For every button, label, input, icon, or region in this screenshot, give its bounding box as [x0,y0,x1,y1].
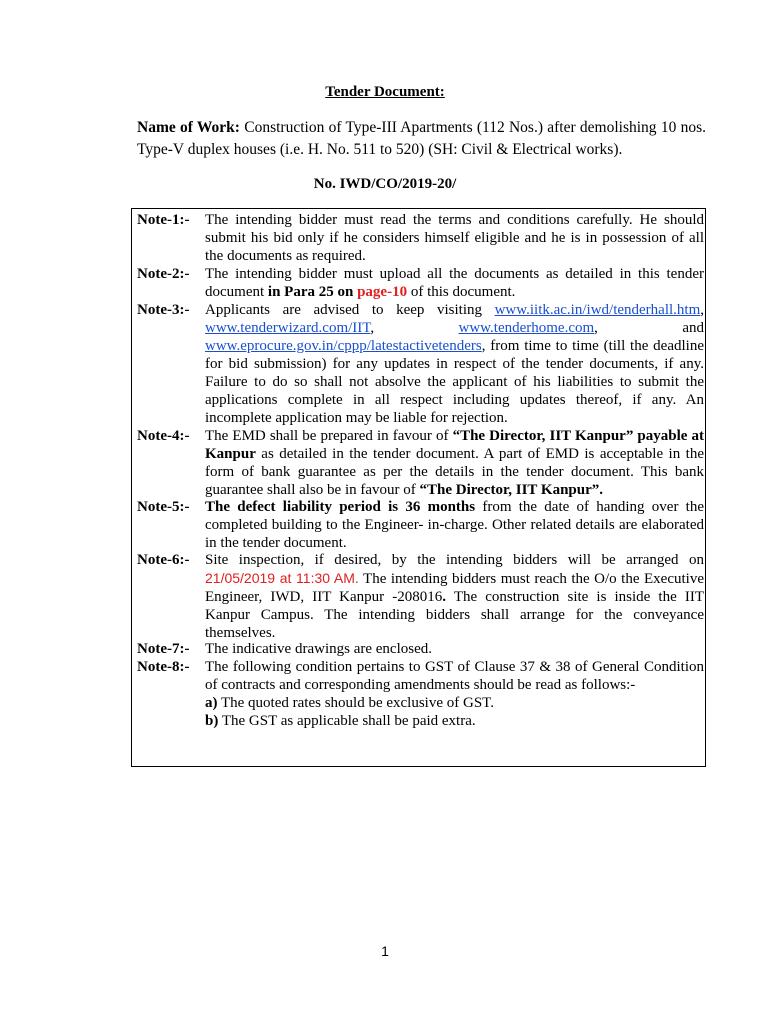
note-6 [137,551,704,642]
name-of-work-label: Name of Work: [137,119,240,136]
note-3-text-b: , from time to time (till the deadline for bid submission) for any updates in respect of the tender documents, if any. Failure to do so shall not absolve the applicant of his liabilities to submit the applications complete in all respect including updates thereof, if any. An incomplete application may be liable for rejection. [205,338,704,426]
notes-box [131,208,706,767]
note-2 [137,265,704,301]
gst-item-a-label: a) [205,695,218,711]
page-reference: page-10 [357,284,408,300]
note-4-label: Note-4:- [137,428,190,444]
note-6-text [205,551,704,642]
separator: , and [594,320,704,336]
note-4-text [205,427,704,499]
note-4-bold-a: “The Director, IIT Kanpur” payable at Kanpur [205,428,704,462]
note-6-label: Note-6:- [137,552,190,568]
name-of-work-text: Construction of Type-III Apartments (112 Nos.) after demolishing 10 nos. Type-V duplex houses (i.e. H. No. 511 to 520) (SH: Civil & Electrical works). [137,119,706,158]
note-2-text-b: of this document. [407,284,516,300]
note-3-text-a: Applicants are advised to keep visiting [205,302,495,318]
gst-item-b-text: The GST as applicable shall be paid extra. [218,713,476,729]
note-1 [137,211,704,265]
note-2-text-a: The intending bidder must upload all the documents as detailed in this tender document [205,266,704,300]
note-8 [137,658,704,730]
note-1-label: Note-1:- [137,212,190,228]
name-of-work [137,117,706,161]
note-2-label: Note-2:- [137,266,190,282]
note-6-text-a: Site inspection, if desired, by the intending bidders will be arranged on [205,552,704,568]
eprocure-link[interactable]: www.eprocure.gov.in/cppp/latestactivetenders [205,338,482,354]
page-number: 1 [381,943,389,959]
note-5-text-rest: from the date of handing over the completed building to the Engineer- in-charge. Other related details are elaborated in the tender document. [205,499,705,551]
reference-number: No. IWD/CO/2019-20/ [313,176,457,192]
note-5-text [205,498,704,552]
site-inspection-date: 21/05/2019 at 11:30 AM. [205,570,359,586]
note-7-text: The indicative drawings are enclosed. [205,641,432,657]
tenderhome-link[interactable]: www.tenderhome.com [458,320,595,336]
note-5-label: Note-5:- [137,499,190,515]
note-8-text: The following condition pertains to GST of Clause 37 & 38 of General Condition of contracts and corresponding amendments should be read as follows:- [205,659,704,693]
note-4-text-b: as detailed in the tender document. A part of EMD is acceptable in the form of bank guarantee as per the details in the tender document. This bank guarantee shall also be in favour of [205,446,704,498]
note-6-text-b: The intending bidders must reach the O/o the Executive Engineer, IWD, IIT Kanpur -208016 [205,571,704,605]
note-3 [137,301,704,427]
defect-liability-period: The defect liability period is 36 months [205,499,476,515]
note-4-text-a: The EMD shall be prepared in favour of [205,428,453,444]
separator: , [700,302,704,318]
note-6-bold: . [442,589,447,605]
note-3-label: Note-3:- [137,302,190,318]
note-2-text [205,265,704,301]
gst-item-a [205,694,704,712]
gst-item-a-text: The quoted rates should be exclusive of GST. [217,695,494,711]
note-7 [137,640,704,658]
note-5 [137,498,704,552]
gst-item-b-label: b) [205,713,219,729]
separator: , [370,320,459,336]
gst-item-b [205,712,704,730]
note-4-bold-b: “The Director, IIT Kanpur”. [419,482,604,498]
note-7-label: Note-7:- [137,641,190,657]
note-1-text: The intending bidder must read the terms and conditions carefully. He should submit his bid only if he considers himself eligible and he is in possession of all the documents as required. [205,212,704,264]
tenderwizard-link[interactable]: www.tenderwizard.com/IIT [205,320,371,336]
note-4 [137,427,704,499]
document-title: Tender Document: [325,84,445,100]
note-2-bold: in Para 25 on [267,284,358,300]
note-6-text-c: The construction site is inside the IIT Kanpur Campus. The intending bidders shall arrange for the conveyance themselves. [205,589,705,641]
note-8-label: Note-8:- [137,659,190,675]
iitk-tender-link[interactable]: www.iitk.ac.in/iwd/tenderhall.htm [494,302,701,318]
note-3-text [205,301,704,427]
